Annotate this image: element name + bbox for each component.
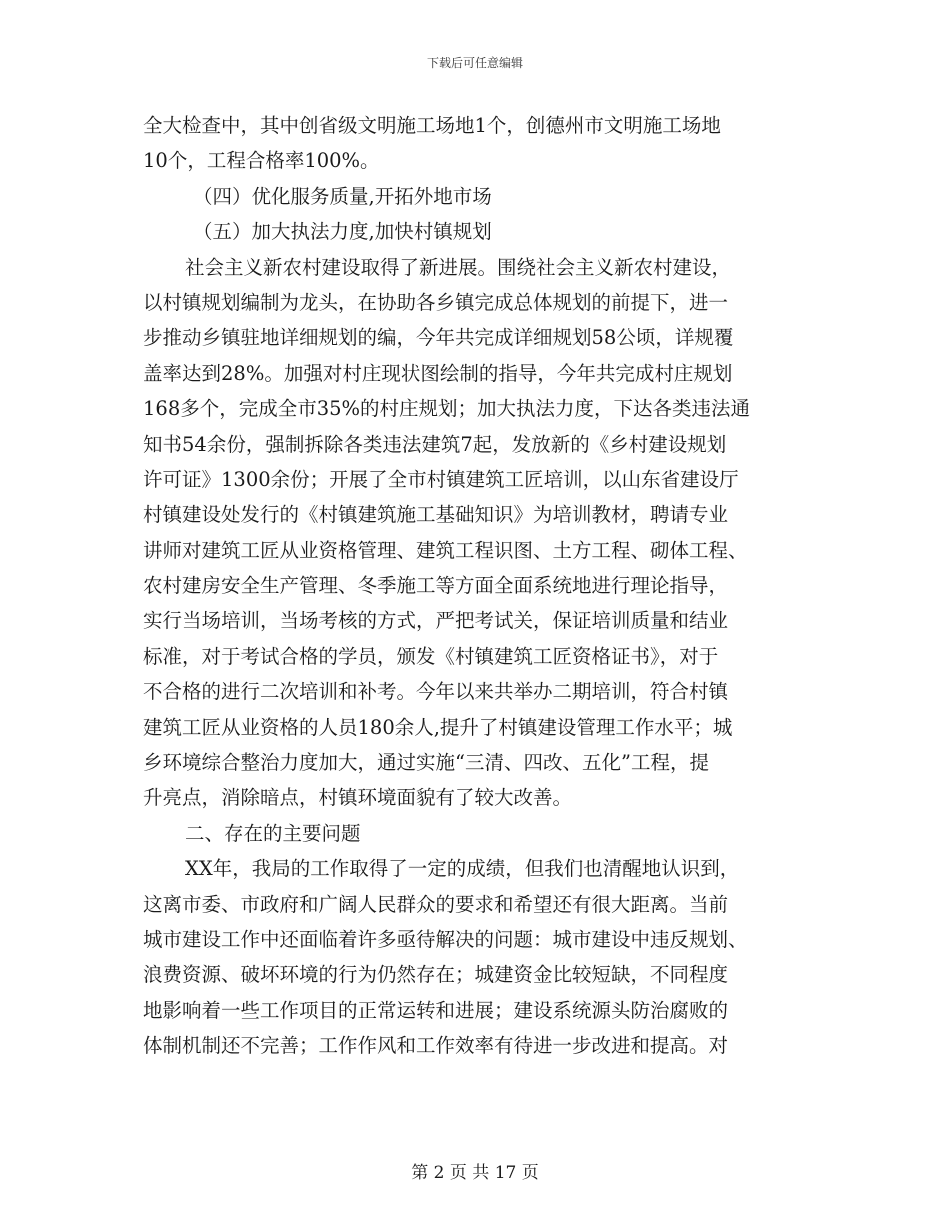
section-heading: （五）加大执法力度,加快村镇规划: [193, 220, 492, 244]
text-line: 168多个，完成全市35%的村庄规划；加大执法力度，下达各类违法通: [143, 397, 751, 421]
section-heading: （四）优化服务质量,开拓外地市场: [193, 184, 492, 208]
text-line: 升亮点，消除暗点，村镇环境面貌有了较大改善。: [143, 786, 573, 810]
text-line: 实行当场培训，当场考核的方式，严把考试关，保证培训质量和结业: [143, 609, 729, 633]
text-line: 标准，对于考试合格的学员，颁发《村镇建筑工匠资格证书》，对于: [143, 644, 719, 668]
text-line: 步推动乡镇驻地详细规划的编，今年共完成详细规划58公顷，详规覆: [143, 326, 734, 350]
text-line: 10个，工程合格率100%。: [143, 149, 380, 173]
text-line: 村镇建设处发行的《村镇建筑施工基础知识》为培训教材，聘请专业: [143, 503, 729, 527]
text-line: 讲师对建筑工匠从业资格管理、建筑工程识图、土方工程、砌体工程、: [143, 538, 748, 562]
section-heading: 二、存在的主要问题: [185, 821, 361, 845]
text-line: 体制机制还不完善；工作作风和工作效率有待进一步改进和提高。对: [143, 1034, 729, 1058]
text-line: 全大检查中，其中创省级文明施工场地1个，创德州市文明施工场地: [143, 114, 721, 137]
text-line: 这离市委、市政府和广阔人民群众的要求和希望还有很大距离。当前: [143, 892, 729, 916]
text-line: 乡环境综合整治力度加大，通过实施“三清、四改、五化”工程，提: [143, 751, 709, 775]
text-line: 城市建设工作中还面临着许多亟待解决的问题：城市建设中违反规划、: [143, 927, 748, 951]
text-line: 许可证》1300余份；开展了全市村镇建筑工匠培训，以山东省建设厅: [143, 467, 739, 491]
text-line: 不合格的进行二次培训和补考。今年以来共举办二期培训，符合村镇: [143, 680, 729, 704]
text-line: 知书54余份，强制拆除各类违法建筑7起，发放新的《乡村建设规划: [143, 432, 727, 456]
body-text: [143, 108, 809, 1064]
page-footer-number: 第 2 页 共 17 页: [411, 1163, 539, 1183]
text-line: 地影响着一些工作项目的正常运转和进展；建设系统源头防治腐败的: [143, 998, 729, 1022]
text-line: 浪费资源、破坏环境的行为仍然存在；城建资金比较短缺，不同程度: [143, 963, 729, 987]
page-header-note: 下载后可任意编辑: [426, 56, 523, 70]
text-line: 以村镇规划编制为龙头，在协助各乡镇完成总体规划的前提下，进一: [143, 290, 729, 314]
text-line: 社会主义新农村建设取得了新进展。围绕社会主义新农村建设，: [185, 255, 732, 279]
text-line: 盖率达到28%。加强对村庄现状图绘制的指导，今年共完成村庄规划: [143, 361, 733, 385]
text-line: 农村建房安全生产管理、冬季施工等方面全面系统地进行理论指导，: [143, 574, 729, 598]
text-line: XX年，我局的工作取得了一定的成绩，但我们也清醒地认识到，: [185, 857, 740, 881]
text-line: 建筑工匠从业资格的人员180余人,提升了村镇建设管理工作水平；城: [143, 715, 733, 739]
